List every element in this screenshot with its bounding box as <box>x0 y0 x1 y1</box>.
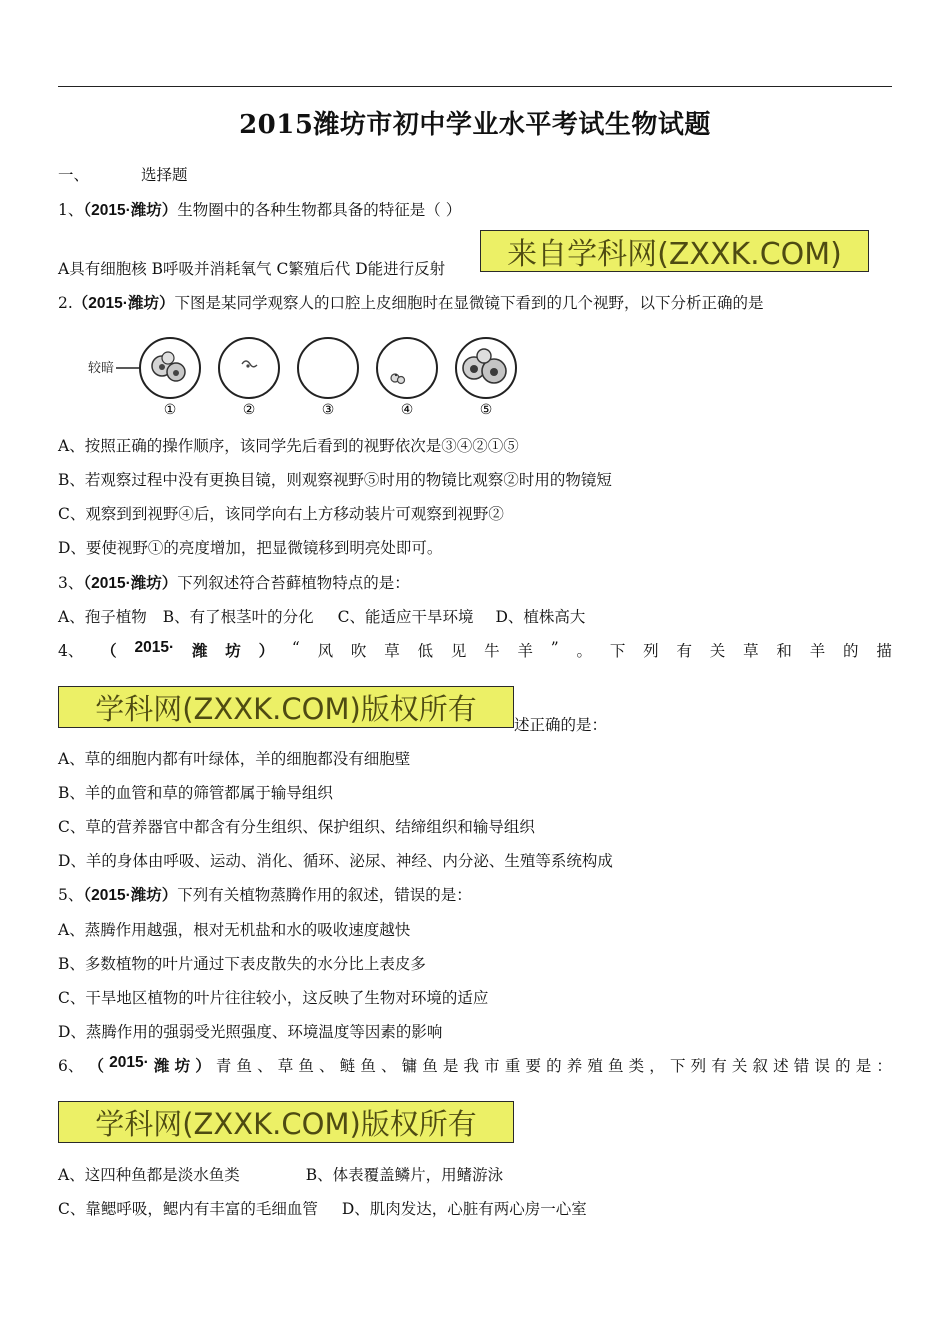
page-title: 2015潍坊市初中学业水平考试生物试题 <box>239 110 711 140</box>
question-2-option-a: A、按照正确的操作顺序，该同学先后看到的视野依次是③④②①⑤ <box>58 437 519 455</box>
field-5 <box>456 338 516 398</box>
field-number: ⑤ <box>479 402 493 418</box>
microscope-fields-figure <box>88 328 518 420</box>
watermark-banner: 学科网(ZXXK.COM)版权所有 <box>58 1101 514 1143</box>
question-6-stem: 6、 （ 2015· 潍 坊 ） 青 鱼 、 草 鱼 、 鲢 鱼 、 镛 鱼 是 我 市 重 要 的 养 殖 鱼 类 ， 下 列 有 关 叙 述 错 误 的 是 ： <box>58 1054 892 1075</box>
question-2-option-d: D、要使视野①的亮度增加，把显微镜移到明亮处即可。 <box>58 539 443 557</box>
field-3 <box>298 338 358 398</box>
question-5-stem: 5、（2015·潍坊）下列有关植物蒸腾作用的叙述，错误的是： <box>58 886 472 904</box>
section-number: 一、 <box>58 166 90 184</box>
question-6-options-row-2: C、靠鳃呼吸，鳃内有丰富的毛细血管 D、肌肉发达，心脏有两心房一心室 <box>58 1200 587 1218</box>
question-4-option-a: A、草的细胞内都有叶绿体，羊的细胞都没有细胞壁 <box>58 750 411 768</box>
watermark-banner: 来自学科网(ZXXK.COM) <box>480 230 869 272</box>
question-1-stem: 1、（2015·潍坊）生物圈中的各种生物都具备的特征是（ ） <box>58 201 462 219</box>
question-5-option-a: A、蒸腾作用越强，根对无机盐和水的吸收速度越快 <box>58 921 411 939</box>
question-2-stem: 2.（2015·潍坊）下图是某同学观察人的口腔上皮细胞时在显微镜下看到的几个视野，以下分析正确的是 <box>58 294 764 312</box>
question-4-stem-end: 述正确的是： <box>514 716 608 734</box>
field-number: ③ <box>321 402 335 418</box>
question-3-options: A、孢子植物 B、有了根茎叶的分化 C、能适应干旱环境 D、植株高大 <box>58 608 586 626</box>
question-4-stem: 4、 （ 2015· 潍 坊 ） “ 风 吹 草 低 见 牛 羊 ” 。 下 列 有 关 草 和 羊 的 描 <box>58 639 892 660</box>
field-number: ④ <box>400 402 414 418</box>
question-2-option-b: B、若观察过程中没有更换目镜，则观察视野⑤时用的物镜比观察②时用的物镜短 <box>58 471 612 489</box>
question-3-stem: 3、（2015·潍坊）下列叙述符合苔藓植物特点的是： <box>58 574 410 592</box>
question-4-option-b: B、羊的血管和草的筛管都属于输导组织 <box>58 784 333 802</box>
question-tag: （2015·潍坊） <box>83 887 178 904</box>
question-2-option-c: C、观察到到视野④后，该同学向右上方移动装片可观察到视野② <box>58 505 504 523</box>
field-number: ② <box>242 402 256 418</box>
question-tag: （2015·潍坊） <box>72 295 175 312</box>
field-2 <box>219 338 279 398</box>
question-tag: （2015·潍坊） <box>83 202 178 219</box>
question-6-options-row-1: A、这四种鱼都是淡水鱼类 B、体表覆盖鳞片，用鳍游泳 <box>58 1166 504 1184</box>
question-4-option-d: D、羊的身体由呼吸、运动、消化、循环、泌尿、神经、内分泌、生殖等系统构成 <box>58 852 613 870</box>
question-1-options: A具有细胞核 B呼吸并消耗氧气 C繁殖后代 D能进行反射 <box>58 260 446 278</box>
question-5-option-b: B、多数植物的叶片通过下表皮散失的水分比上表皮多 <box>58 955 426 973</box>
figure-label: 较暗 <box>88 361 115 376</box>
question-4-option-c: C、草的营养器官中都含有分生组织、保护组织、结缔组织和输导组织 <box>58 818 535 836</box>
section-heading <box>58 163 188 185</box>
question-tag: （2015·潍坊） <box>83 575 178 592</box>
field-4 <box>377 338 437 398</box>
question-5-option-c: C、干旱地区植物的叶片往往较小，这反映了生物对环境的适应 <box>58 989 489 1007</box>
header-rule <box>58 86 892 87</box>
question-5-option-d: D、蒸腾作用的强弱受光照强度、环境温度等因素的影响 <box>58 1023 443 1041</box>
section-name: 选择题 <box>141 166 188 184</box>
field-number: ① <box>163 402 177 418</box>
field-1 <box>140 338 200 398</box>
watermark-banner: 学科网(ZXXK.COM)版权所有 <box>58 686 514 728</box>
